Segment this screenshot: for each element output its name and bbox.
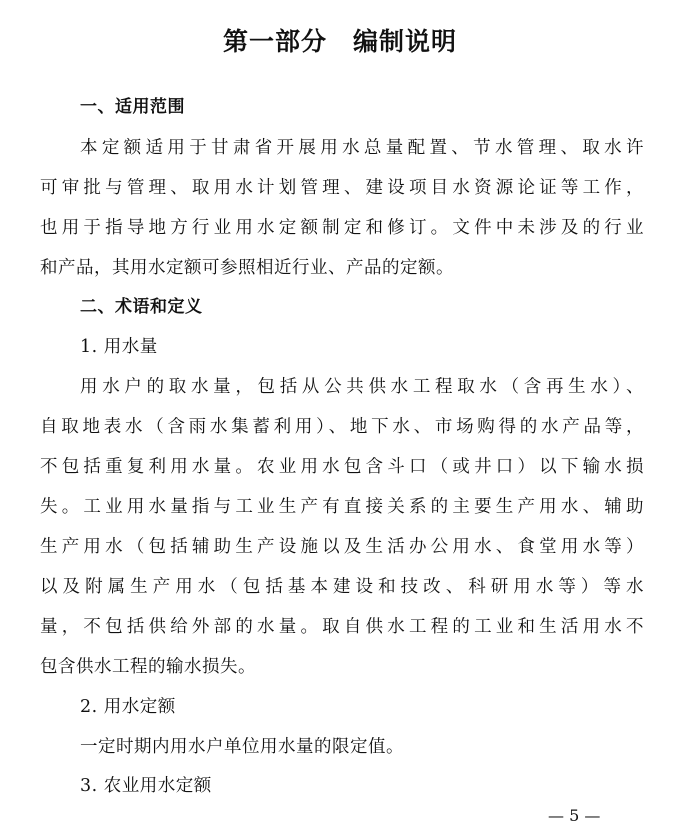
paragraph-line: 和产品，其用水定额可参照相近行业、产品的定额。 (40, 258, 454, 278)
paragraph-line: 量，不包括供给外部的水量。取自供水工程的工业和生活用水不 (40, 617, 644, 637)
section-heading-terms: 二、术语和定义 (80, 297, 203, 317)
paragraph-line: 生产用水（包括辅助生产设施以及生活办公用水、食堂用水等） (40, 537, 644, 557)
term-label-water-use: 1. 用水量 (80, 337, 158, 357)
section-heading-scope: 一、适用范围 (80, 97, 185, 117)
paragraph-line: 自取地表水（含雨水集蓄利用）、地下水、市场购得的水产品等， (40, 417, 644, 437)
term-label-agri-quota: 3. 农业用水定额 (80, 776, 212, 796)
paragraph-line: 以及附属生产用水（包括基本建设和技改、科研用水等）等水 (40, 577, 644, 597)
page-title: 第一部分 编制说明 (222, 27, 457, 56)
paragraph-line: 用水户的取水量，包括从公共供水工程取水（含再生水）、 (80, 377, 644, 397)
paragraph-line: 也用于指导地方行业用水定额制定和修订。文件中未涉及的行业 (40, 218, 644, 238)
paragraph-line: 可审批与管理、取用水计划管理、建设项目水资源论证等工作， (40, 178, 644, 198)
paragraph-line: 包含供水工程的输水损失。 (40, 657, 256, 677)
term-label-water-quota: 2. 用水定额 (80, 697, 176, 717)
paragraph-line: 本定额适用于甘肃省开展用水总量配置、节水管理、取水许 (80, 138, 644, 158)
page-number: — 5 — (548, 806, 601, 825)
paragraph-line: 失。工业用水量指与工业生产有直接关系的主要生产用水、辅助 (40, 497, 644, 517)
paragraph-line: 不包括重复利用水量。农业用水包含斗口（或井口）以下输水损 (40, 457, 644, 477)
paragraph-line: 一定时期内用水户单位用水量的限定值。 (80, 737, 404, 757)
